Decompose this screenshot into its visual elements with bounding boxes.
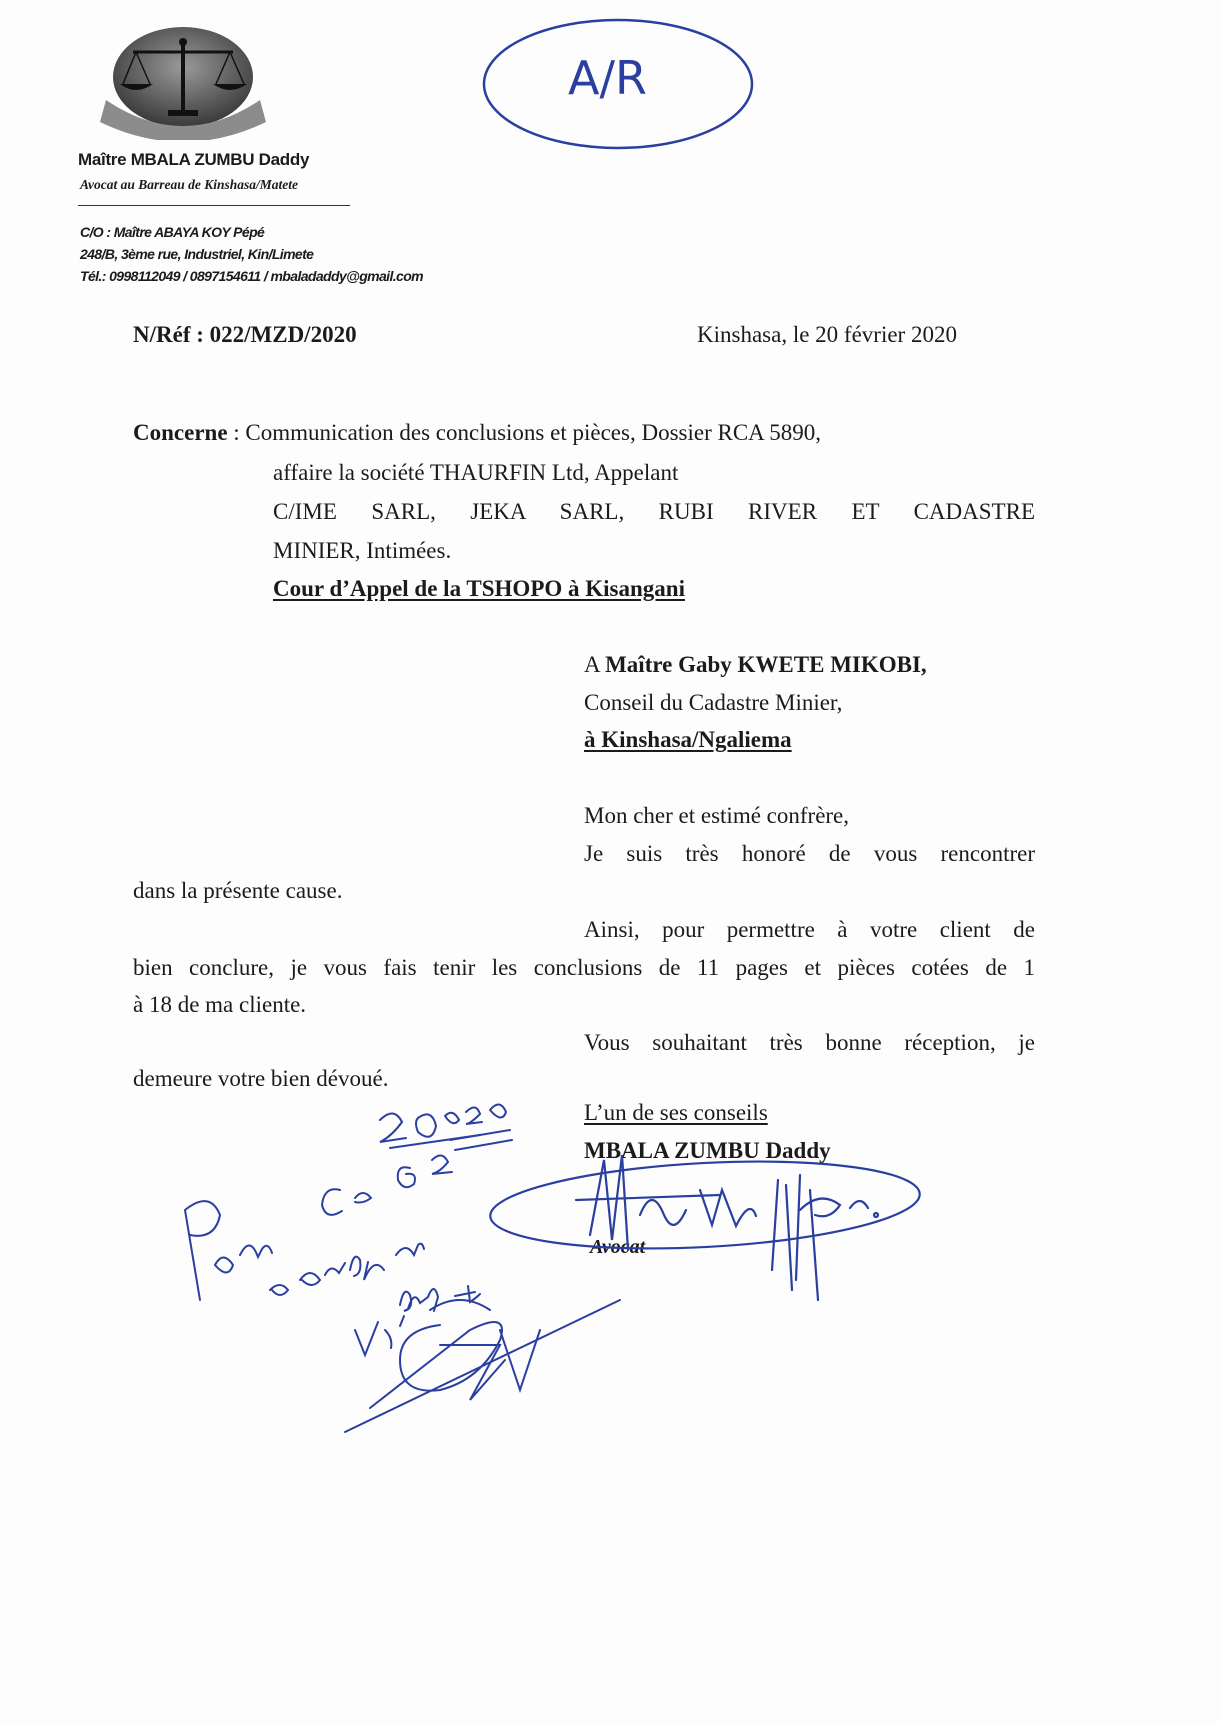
contact-line: Tél.: 0998112049 / 0897154611 / mbaladaddy@gmail.com — [80, 268, 424, 284]
lawyer-name: Maître MBALA ZUMBU Daddy — [78, 150, 310, 169]
subject-line-4: MINIER, Intimées. — [273, 538, 452, 563]
paragraph-2-line-2: bien conclure, je vous fais tenir les conclusions de 11 pages et pièces cotées de 1 — [133, 955, 1035, 980]
scales-of-justice-icon — [98, 22, 268, 140]
paragraph-3-line-1: Vous souhaitant très bonne réception, je — [584, 1030, 1035, 1055]
paragraph-3-line-2: demeure votre bien dévoué. — [133, 1066, 389, 1091]
salutation: Mon cher et estimé confrère, — [584, 803, 850, 828]
paragraph-2-line-1: Ainsi, pour permettre à votre client de — [584, 917, 1035, 942]
recipient-role: Conseil du Cadastre Minier, — [584, 690, 843, 715]
subject-line-2: affaire la société THAURFIN Ltd, Appelant — [273, 460, 679, 485]
reference-number: N/Réf : 022/MZD/2020 — [133, 322, 357, 347]
paragraph-1-line-1: Je suis très honoré de vous rencontrer — [584, 841, 1035, 866]
recipient-name: Maître Gaby KWETE MIKOBI, — [605, 652, 927, 677]
closing-line: L’un de ses conseils — [584, 1100, 768, 1125]
letterhead-divider — [78, 205, 350, 206]
subject-text: : Communication des conclusions et pièces, Dossier RCA 5890, — [227, 420, 821, 445]
lawyer-title: Avocat au Barreau de Kinshasa/Matete — [80, 177, 299, 192]
signatory-name: MBALA ZUMBU Daddy — [584, 1138, 831, 1163]
subject-label: Concerne — [133, 420, 228, 445]
stamp-text: A/R — [568, 51, 647, 105]
place-date: Kinshasa, le 20 février 2020 — [697, 322, 957, 347]
lawyer-signature — [488, 1152, 922, 1300]
paragraph-1-line-2: dans la présente cause. — [133, 878, 343, 903]
paragraph-2-line-3: à 18 de ma cliente. — [133, 992, 307, 1017]
receipt-note-handwriting — [185, 1104, 620, 1432]
recipient-location: à Kinshasa/Ngaliema — [584, 727, 792, 752]
court-name: Cour d’Appel de la TSHOPO à Kisangani — [273, 576, 685, 601]
acknowledgment-stamp — [476, 12, 762, 162]
address-line: 248/B, 3ème rue, Industriel, Kin/Limete — [80, 246, 314, 262]
recipient-prefix: A — [584, 652, 606, 677]
subject-line-1 — [133, 420, 821, 446]
signatory-title: Avocat — [590, 1236, 646, 1258]
care-of-line: C/O : Maître ABAYA KOY Pépé — [80, 224, 265, 240]
subject-line-3: C/IME SARL, JEKA SARL, RUBI RIVER ET CADASTRE — [273, 499, 1035, 524]
recipient-line — [584, 652, 927, 678]
